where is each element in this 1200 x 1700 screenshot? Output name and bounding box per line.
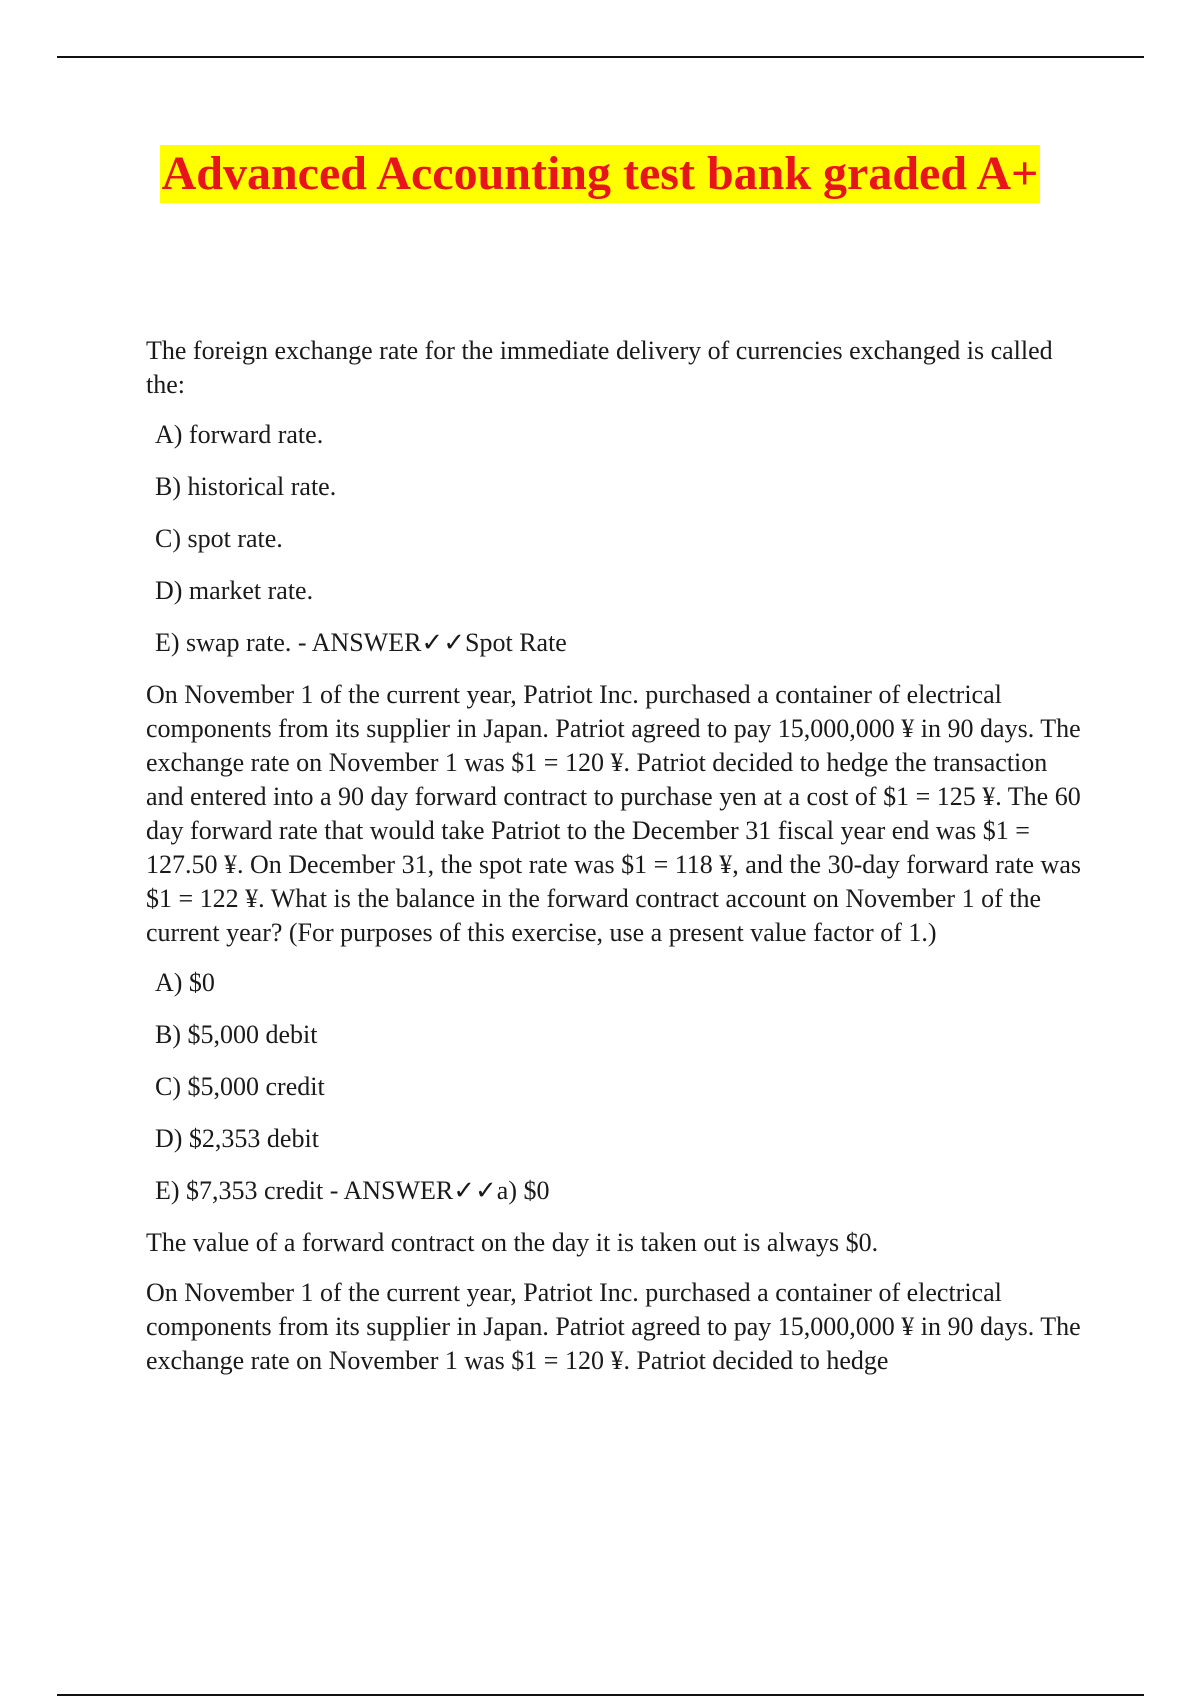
question-1-text: The foreign exchange rate for the immediate delivery of currencies exchanged is called the:: [146, 336, 1053, 399]
document-body: [146, 334, 1086, 1394]
top-rule: [57, 56, 1144, 58]
question-2-option-b: B) $5,000 debit: [155, 1020, 318, 1049]
question-2-text: On November 1 of the current year, Patriot Inc. purchased a container of electrical components from its supplier in Japan. Patriot agreed to pay 15,000,000 ¥ in 90 days. The exchange rate on November 1 was $1 = 120 ¥. Patriot decided to hedge the transaction and entered into a 90 day forward contract to purchase yen at a cost of $1 = 125 ¥. The 60 day forward rate that would take Patriot to the December 31 fiscal year end was $1 = 127.50 ¥. On December 31, the spot rate was $1 = 118 ¥, and the 30-day forward rate was $1 = 122 ¥. What is the balance in the forward contract account on November 1 of the current year? (For purposes of this exercise, use a present value factor of 1.): [146, 680, 1081, 947]
title-wrap: [0, 145, 1200, 203]
question-1-option-c: C) spot rate.: [155, 524, 283, 553]
question-1-option-e-answer: E) swap rate. - ANSWER✓✓Spot Rate: [155, 628, 567, 657]
question-1-option-b: B) historical rate.: [155, 472, 337, 501]
bottom-rule: [57, 1694, 1144, 1696]
question-2-explanation: The value of a forward contract on the day it is taken out is always $0.: [146, 1228, 879, 1257]
document-title: Advanced Accounting test bank graded A+: [160, 145, 1041, 203]
question-3-text: On November 1 of the current year, Patriot Inc. purchased a container of electrical components from its supplier in Japan. Patriot agreed to pay 15,000,000 ¥ in 90 days. The exchange rate on November 1 was $1 = 120 ¥. Patriot decided to hedge: [146, 1278, 1081, 1375]
question-2-option-e-answer: E) $7,353 credit - ANSWER✓✓a) $0: [155, 1176, 550, 1205]
question-2-option-a: A) $0: [155, 968, 215, 997]
question-2-option-c: C) $5,000 credit: [155, 1072, 325, 1101]
question-1-option-a: A) forward rate.: [155, 420, 324, 449]
question-2-option-d: D) $2,353 debit: [155, 1124, 319, 1153]
question-1-option-d: D) market rate.: [155, 576, 314, 605]
